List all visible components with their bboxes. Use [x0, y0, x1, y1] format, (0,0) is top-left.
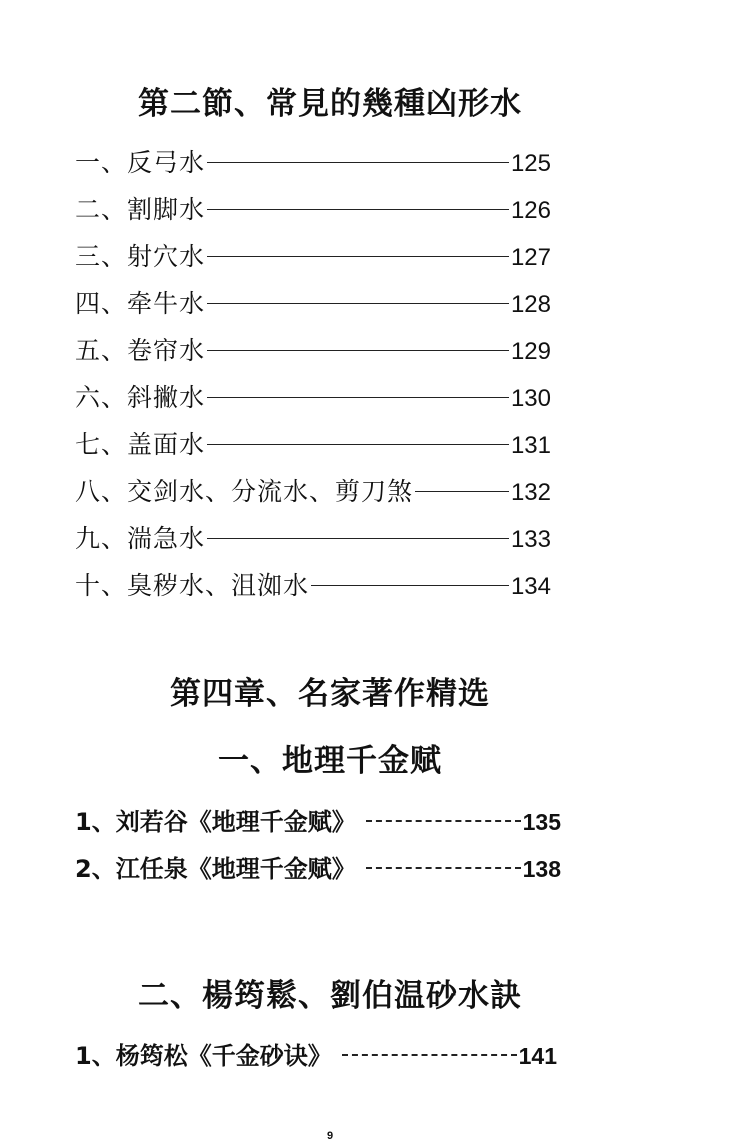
chapter-title: 第四章、名家著作精选	[170, 676, 490, 712]
leader-line	[207, 444, 509, 445]
toc-entry-page: 141	[518, 1043, 557, 1069]
toc-entry-page: 126	[510, 197, 551, 224]
toc-entry-page: 135	[522, 809, 561, 835]
toc-entry-label: 五、卷帘水	[75, 336, 206, 365]
toc-entry-page: 130	[510, 385, 551, 412]
toc-entry[interactable]	[75, 425, 551, 461]
toc-entry[interactable]	[75, 378, 551, 414]
toc-entry[interactable]	[75, 519, 551, 555]
toc-entry-page: 131	[510, 432, 551, 459]
toc-entry-label: 2、江任泉《地理千金赋》	[75, 855, 356, 883]
section-title-qianjinfu: 一、地理千金赋	[218, 743, 442, 779]
leader-line	[207, 162, 509, 163]
toc-entry-label: 三、射穴水	[75, 242, 206, 271]
toc-entry[interactable]	[75, 190, 551, 226]
toc-entry-label: 七、盖面水	[75, 430, 206, 459]
toc-entry-page: 129	[510, 338, 551, 365]
toc-entry-page: 125	[510, 150, 551, 177]
toc-entry-label: 六、斜撇水	[75, 383, 206, 412]
toc-entry-label: 1、杨筠松《千金砂诀》	[75, 1042, 332, 1070]
section-title-shashuijue: 二、楊筠鬆、劉伯温砂水訣	[138, 978, 522, 1014]
toc-entry-label: 四、牵牛水	[75, 289, 206, 318]
toc-entry-label: 九、湍急水	[75, 524, 206, 553]
toc-entry[interactable]	[75, 237, 551, 273]
toc-entry-page: 132	[510, 479, 551, 506]
toc-entry-page: 128	[510, 291, 551, 318]
leader-line	[207, 538, 509, 539]
leader-line	[415, 491, 509, 492]
toc-entry-page: 134	[510, 573, 551, 600]
toc-entry[interactable]	[75, 1036, 557, 1071]
leader-line	[207, 209, 509, 210]
leader-line	[342, 1054, 517, 1056]
toc-entry[interactable]	[75, 802, 561, 837]
toc-entry-label: 二、割脚水	[75, 195, 206, 224]
leader-line	[207, 350, 509, 351]
leader-line	[207, 256, 509, 257]
toc-entry[interactable]	[75, 472, 551, 508]
leader-line	[311, 585, 509, 586]
toc-entry-label: 1、刘若谷《地理千金赋》	[75, 808, 356, 836]
toc-entry[interactable]	[75, 566, 551, 602]
toc-entry[interactable]	[75, 143, 551, 179]
leader-line	[207, 397, 509, 398]
leader-line	[366, 820, 521, 822]
leader-line	[207, 303, 509, 304]
toc-entry[interactable]	[75, 331, 551, 367]
section-title-xiongxingshui: 第二節、常見的幾種凶形水	[138, 86, 522, 122]
toc-entry-page: 127	[510, 244, 551, 271]
toc-entry[interactable]	[75, 849, 561, 884]
toc-entry-label: 十、臭秽水、沮洳水	[75, 571, 310, 600]
toc-entry-page: 133	[510, 526, 551, 553]
toc-entry-label: 八、交剑水、分流水、剪刀煞	[75, 477, 414, 506]
toc-entry-label: 一、反弓水	[75, 148, 206, 177]
toc-entry[interactable]	[75, 284, 551, 320]
toc-entry-page: 138	[522, 856, 561, 882]
page-number: 9	[326, 1130, 334, 1142]
leader-line	[366, 867, 521, 869]
